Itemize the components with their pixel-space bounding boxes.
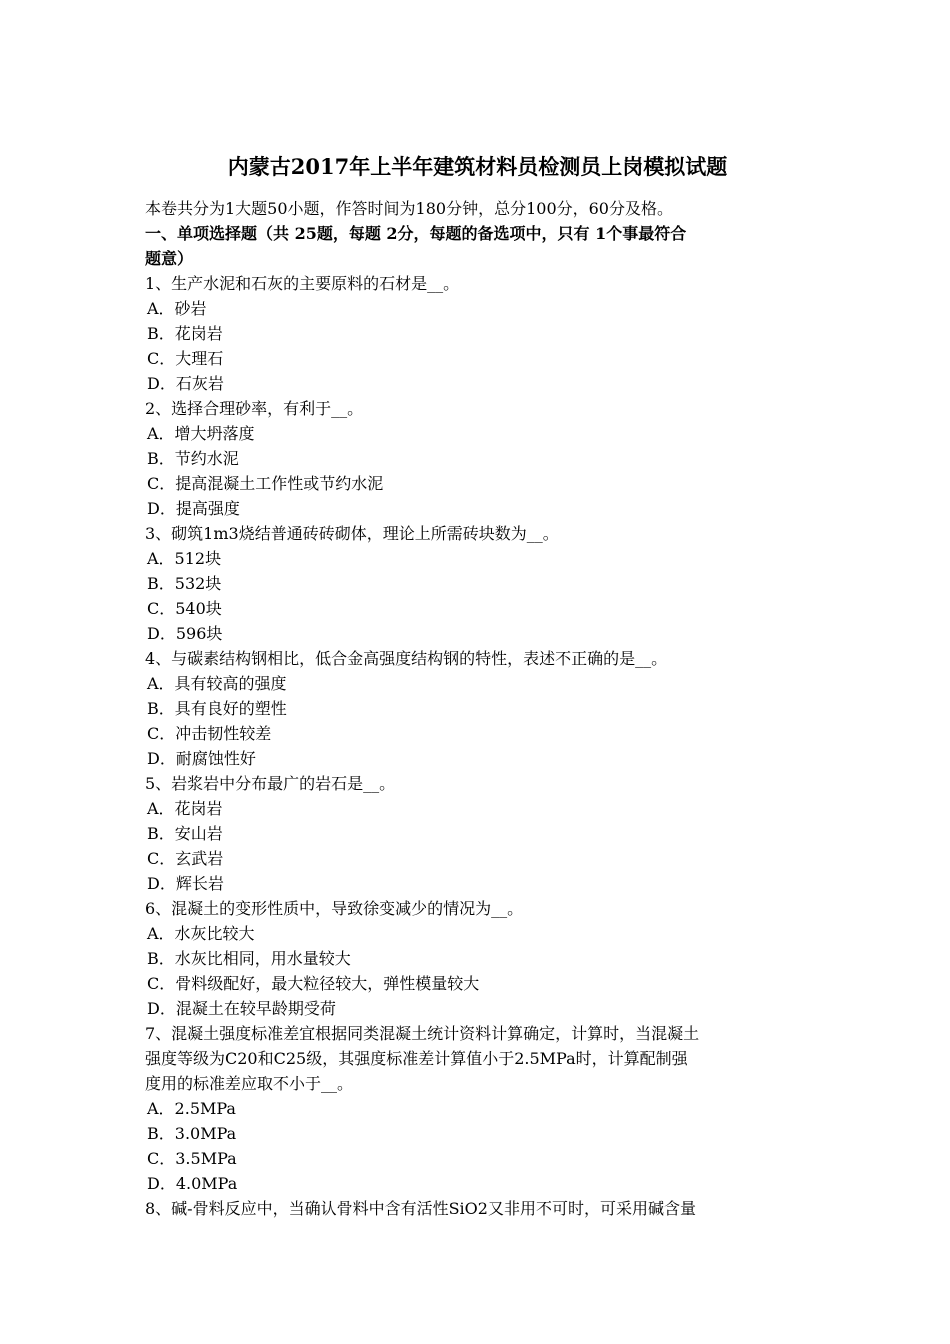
answer-option: A．512块	[147, 549, 222, 568]
answer-option: C．玄武岩	[147, 849, 224, 868]
answer-option: D．提高强度	[147, 499, 240, 518]
answer-option: C．冲击韧性较差	[147, 724, 272, 743]
answer-option: C．540块	[147, 599, 222, 618]
question-5	[145, 771, 810, 896]
answer-option: A．具有较高的强度	[147, 674, 287, 693]
question-2	[145, 396, 810, 521]
question-list	[145, 271, 810, 1196]
answer-option: B．532块	[147, 574, 222, 593]
question-7	[145, 1021, 810, 1196]
answer-option: A．水灰比较大	[147, 924, 255, 943]
answer-option: B．节约水泥	[147, 449, 239, 468]
question-stem: 5、岩浆岩中分布最广的岩石是__。	[145, 774, 396, 793]
answer-option: D．辉长岩	[147, 874, 224, 893]
answer-option: B．3.0MPa	[147, 1124, 237, 1143]
section-heading-line-2: 题意）	[145, 249, 194, 268]
question-4	[145, 646, 810, 771]
document-title: 内蒙古2017年上半年建筑材料员检测员上岗模拟试题	[227, 154, 728, 179]
question-stem: 4、与碳素结构钢相比，低合金高强度结构钢的特性，表述不正确的是__。	[145, 649, 668, 668]
question-8-stem: 8、碱-骨料反应中，当确认骨料中含有活性SiO2又非用不可时，可采用碱含量	[145, 1199, 696, 1218]
answer-option: B．水灰比相同，用水量较大	[147, 949, 351, 968]
answer-option: A．2.5MPa	[147, 1099, 236, 1118]
question-1	[145, 271, 810, 396]
question-stem: 1、生产水泥和石灰的主要原料的石材是__。	[145, 274, 460, 293]
question-3	[145, 521, 810, 646]
question-stem: 6、混凝土的变形性质中，导致徐变减少的情况为__。	[145, 899, 524, 918]
answer-option: C．大理石	[147, 349, 224, 368]
question-stem: 7、混凝土强度标准差宜根据同类混凝土统计资料计算确定，计算时，当混凝土	[145, 1024, 700, 1043]
answer-option: B．花岗岩	[147, 324, 223, 343]
answer-option: B．安山岩	[147, 824, 223, 843]
answer-option: D．4.0MPa	[147, 1174, 238, 1193]
exam-intro: 本卷共分为1大题50小题，作答时间为180分钟，总分100分，60分及格。	[145, 199, 673, 218]
answer-option: C．提高混凝土工作性或节约水泥	[147, 474, 384, 493]
question-stem: 度用的标准差应取不小于__。	[145, 1074, 354, 1093]
question-stem: 2、选择合理砂率，有利于__。	[145, 399, 364, 418]
answer-option: D．混凝土在较早龄期受荷	[147, 999, 336, 1018]
answer-option: A．增大坍落度	[147, 424, 255, 443]
document-body	[145, 150, 810, 1221]
answer-option: B．具有良好的塑性	[147, 699, 287, 718]
question-stem: 3、砌筑1m3烧结普通砖砖砌体，理论上所需砖块数为__。	[145, 524, 559, 543]
answer-option: A．花岗岩	[147, 799, 223, 818]
section-heading-line-1: 一、单项选择题（共 25题，每题 2分，每题的备选项中，只有 1个事最符合	[145, 224, 687, 243]
answer-option: A．砂岩	[147, 299, 207, 318]
answer-option: C．3.5MPa	[147, 1149, 237, 1168]
answer-option: C．骨料级配好，最大粒径较大，弹性模量较大	[147, 974, 480, 993]
answer-option: D．石灰岩	[147, 374, 224, 393]
question-6	[145, 896, 810, 1021]
question-stem: 强度等级为C20和C25级，其强度标准差计算值小于2.5MPa时，计算配制强	[145, 1049, 688, 1068]
answer-option: D．596块	[147, 624, 223, 643]
answer-option: D．耐腐蚀性好	[147, 749, 256, 768]
